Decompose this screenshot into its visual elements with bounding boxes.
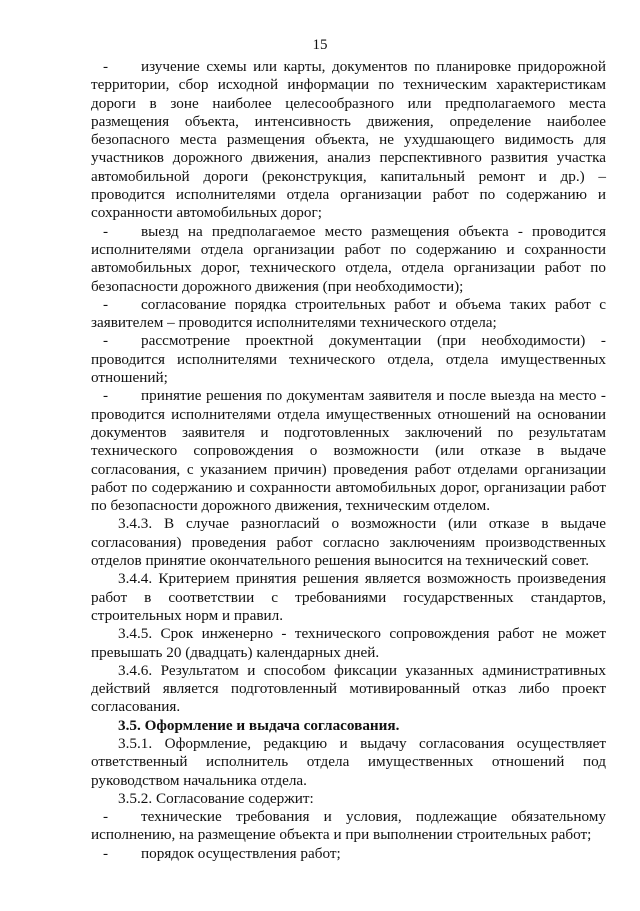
- list-dash-marker: -: [103, 222, 109, 240]
- list-item-text: изучение схемы или карты, документов по планировке придорожной территории, сбор исходной информации по техническим характеристикам дороги в зоне наиболее целесообразного или предполагаемого места размещения объекта, интенсивность движения, определение наиболее безопасного места размещения объекта, не ухудшающего видимость для участников дорожного движения, анализ перспективного развития участка автомобильной дороги (реконструкция, капитальный ремонт и др.) – проводится исполнителями отдела организации работ по содержанию и сохранности автомобильных дорог;: [91, 58, 606, 222]
- dash-list-item: [91, 296, 606, 333]
- numbered-paragraph: 3.5.2. Согласование содержит:: [118, 789, 314, 807]
- dash-list-item: [91, 387, 606, 515]
- list-dash-marker: -: [103, 295, 109, 313]
- list-item-text: принятие решения по документам заявителя и после выезда на место - проводится исполнителями отдела имущественных отношений на основании документов заявителя и подготовленных заключений по результатам технического сопровождения о возможности (или отказе в выдаче согласования, с указанием причин) проведения работ отделами организации работ по содержанию и сохранности автомобильных дорог, организации работ по безопасности дорожного движения, техническим отделом.: [91, 387, 606, 515]
- list-item-text: технические требования и условия, подлежащие обязательному исполнению, на размещение объекта и при выполнении строительных работ;: [91, 808, 606, 844]
- list-item-text: рассмотрение проектной документации (при необходимости) - проводится исполнителями технического отдела, отдела имущественных отношений;: [91, 332, 606, 387]
- list-dash-marker: -: [103, 844, 109, 862]
- list-dash-marker: -: [103, 387, 109, 405]
- numbered-paragraph: 3.4.5. Срок инженерно - технического сопровождения работ не может превышать 20 (двадцать) календарных дней.: [91, 625, 606, 661]
- page-number: 15: [312, 37, 328, 53]
- dash-list-item: [91, 808, 606, 845]
- list-item-text: порядок осуществления работ;: [141, 844, 341, 862]
- dash-list-item: [91, 223, 606, 296]
- list-item-text: согласование порядка строительных работ и объема таких работ с заявителем – проводится исполнителями технического отдела;: [91, 295, 606, 332]
- numbered-paragraph: 3.4.6. Результатом и способом фиксации указанных административных действий является подготовленный мотивированный отказ либо проект согласования.: [91, 661, 606, 716]
- numbered-paragraph: 3.4.4. Критерием принятия решения является возможность произведения работ в соответствии с требованиями государственных стандартов, строительных норм и правил.: [91, 570, 606, 624]
- numbered-paragraph: 3.5.1. Оформление, редакцию и выдачу согласования осуществляет ответственный исполнитель отдела имущественных отношений под руководством начальника отдела.: [91, 734, 606, 789]
- list-dash-marker: -: [103, 808, 109, 826]
- document-body: [91, 58, 606, 863]
- section-heading: 3.5. Оформление и выдача согласования.: [118, 716, 400, 734]
- list-dash-marker: -: [103, 58, 109, 75]
- numbered-paragraph: 3.4.3. В случае разногласий о возможности (или отказе в выдаче согласования) проведения работ согласно заключениям производственных отделов принятие окончательного решения выносится на технический совет.: [91, 515, 606, 570]
- list-item-text: выезд на предполагаемое место размещения объекта - проводится исполнителями отдела организации работ по содержанию и сохранности автомобильных дорог, технического отдела, отдела организации работ по безопасности дорожного движения (при необходимости);: [91, 222, 606, 295]
- dash-list-item: [91, 845, 606, 863]
- dash-list-item: [91, 332, 606, 387]
- dash-list-item: [91, 58, 606, 223]
- list-dash-marker: -: [103, 332, 109, 350]
